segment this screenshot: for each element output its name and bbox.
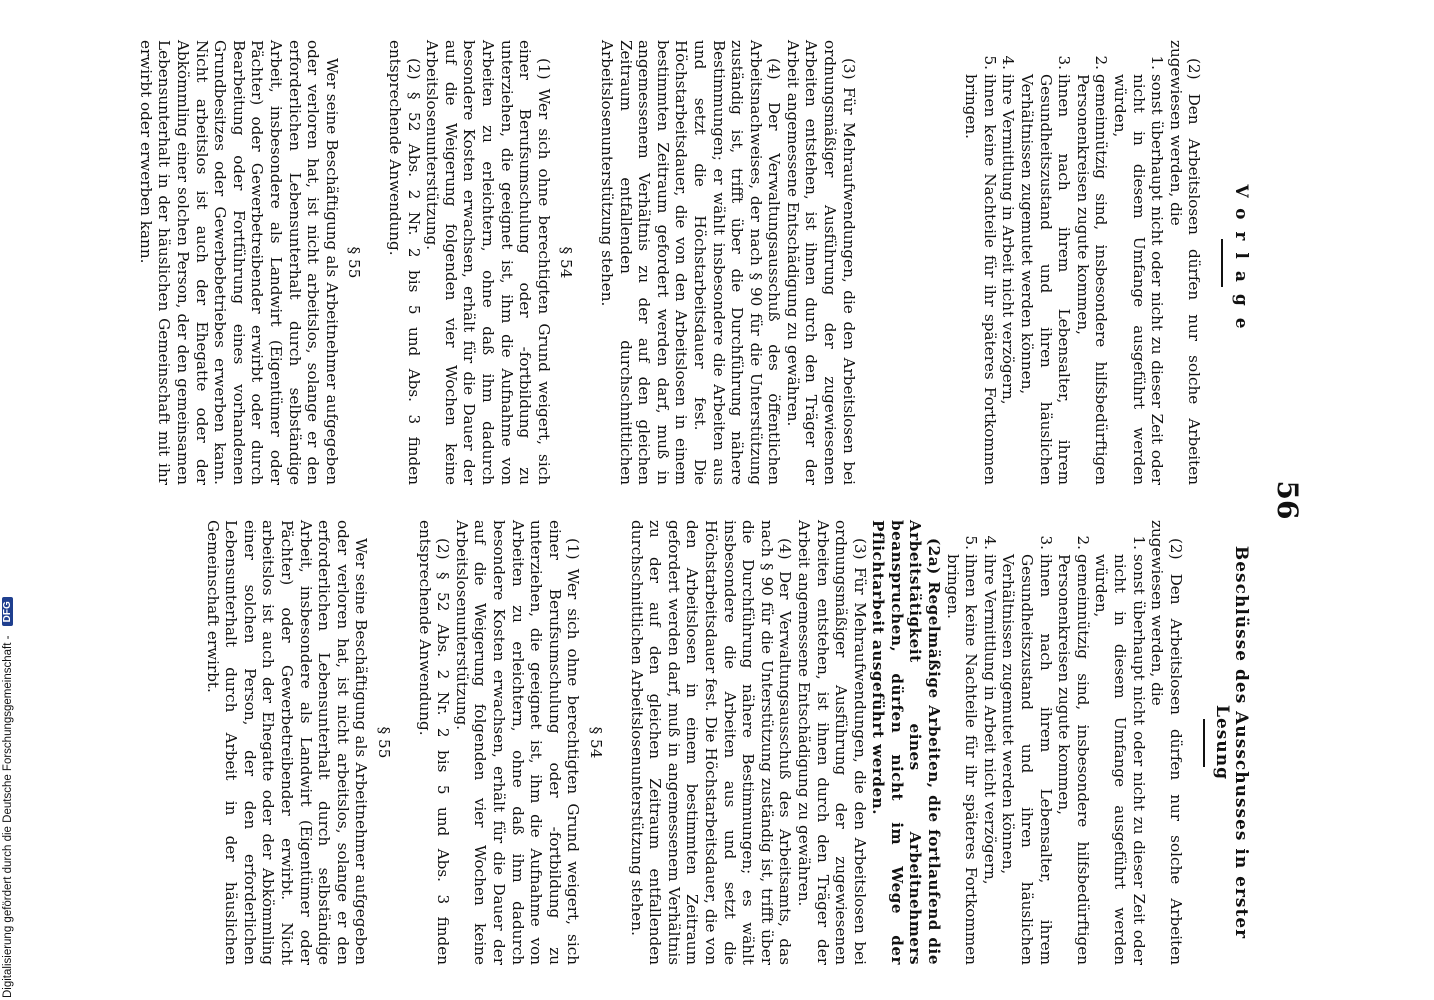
beschluesse-sec-55-para-1: Wer seine Beschäftigung als Arbeitnehmer aufgegeben oder verloren hat, ist nicht arbeitslos, solange er den erforderlichen Lebensunterhalt durch selbständige Arbeit, insbesondere als Landwirt (Eigentümer oder Pächter) oder Gewerbetreibender erwirbt. Nicht arbeitslos ist auch der Ehegatte oder der Abkömmling einer solchen Person, der den erforderlichen Lebensunterhalt durch Arbeit in der häuslichen Gemeinschaft erwirbt. — [203, 520, 371, 965]
dfg-logo: DFG — [2, 597, 13, 626]
vorlage-sec-54-para-1: (1) Wer sich ohne berechtigten Grund weigert, sich einer Berufsumschulung oder -fortbildung zu unterziehen, die geeignet ist, ihm die Aufnahme von Arbeiten zu erleichtern, ohne daß ihm dadurch besondere Kosten erwachsen, erhält für die Dauer der auf die Weigerung folgenden vier Wochen keine Arbeitslosenunterstützung. — [423, 40, 553, 485]
item-number: 4. — [980, 535, 999, 550]
vorlage-sec-55-para-1: Wer seine Beschäftigung als Arbeitnehmer aufgegeben oder verloren hat, ist nicht arbeitslos, solange er den erforderlichen Lebensunterhalt durch selbständige Arbeit, insbesondere als Landwirt (Eigentümer oder Pächter) oder Gewerbetreibender erwirbt oder durch Bearbeitung oder Fortführung eines vorhandenen Grundbesitzes oder Gewerbebetriebes erwerben kann. Nicht arbeitslos ist auch der Ehegatte oder der Abkömmling einer solchen Person, der den gemeinsamen Lebensunterhalt in der häuslichen Gemeinschaft mit ihr erwirbt oder erwerben kann. — [136, 40, 341, 485]
digitization-footer — [2, 0, 14, 998]
vorlage-sec-54-para-2: (2) § 52 Abs. 2 Nr. 2 bis 5 und Abs. 3 finden entsprechende Anwendung. — [386, 40, 423, 485]
vorlage-section-55-heading: § 55 — [345, 246, 364, 279]
list-item — [943, 535, 981, 965]
item-text: ihre Vermittlung in Arbeit nicht verzögern, — [980, 554, 999, 885]
list-item — [962, 55, 999, 485]
beschluesse-column — [203, 520, 1280, 965]
list-item — [999, 55, 1018, 485]
vorlage-section-54-heading: § 54 — [557, 246, 576, 279]
vorlage-para-4: (4) Der Verwaltungsausschuß des öffentlichen Arbeitsnachweises, der nach § 90 für die Unterstützung zuständig ist, trifft über die Durchführung nähere Bestimmungen; er wählt insbesondere die Arbeiten aus und setzt die Höchstarbeitsdauer fest. Die Höchstarbeitsdauer, die von den Arbeitslosen in einem bestimmten Zeitraum gefordert werden darf, muß in angemessenem Verhältnis zu der auf den gleichen Zeitraum entfallenden durchschnittlichen Arbeitslosenunterstützung stehen. — [597, 40, 784, 485]
item-text: ihre Vermittlung in Arbeit nicht verzögern, — [999, 74, 1018, 405]
item-number: 2. — [1073, 535, 1092, 550]
item-text: sonst überhaupt nicht oder nicht zu dieser Zeit oder nicht in diesem Umfange ausgeführt werden würden, — [1111, 74, 1167, 485]
item-number: 3. — [1036, 535, 1055, 550]
heading-rule — [1203, 719, 1205, 767]
beschluesse-para-4: (4) Der Verwaltungsausschuß des Arbeitsamts, das nach § 90 für die Unterstützung zuständig ist, trifft über die Durchführung nähere Bestimmungen; es wählt insbesondere die Arbeiten aus und setzt die Höchstarbeitsdauer fest. Die Höchstarbeitsdauer, die von den Arbeitslosen in einem bestimmten Zeitraum gefordert werden darf, muß in angemessenem Verhältnis zu der auf den gleichen Zeitraum entfallenden durchschnittlichen Arbeitslosenunterstützung stehen. — [627, 520, 795, 965]
beschluesse-para-3: (3) Für Mehraufwendungen, die den Arbeitslosen bei ordnungsmäßiger Ausführung der zugewiesenen Arbeiten entstehen, ist ihnen durch den Träger der Arbeit angemessene Entschädigung zu gewähren. — [794, 520, 869, 965]
item-number: 1. — [1129, 535, 1148, 550]
vorlage-item-list — [962, 40, 1167, 485]
list-item — [980, 535, 999, 965]
list-item — [1055, 535, 1092, 965]
item-number: 3. — [1055, 55, 1074, 70]
beschluesse-item-list — [943, 520, 1148, 965]
page-number: 56 — [1271, 480, 1304, 520]
item-number: 5. — [962, 535, 981, 550]
item-number: 2. — [1092, 55, 1111, 70]
list-item — [1110, 55, 1167, 485]
beschluesse-sec-54-para-2: (2) § 52 Abs. 2 Nr. 2 bis 5 und Abs. 3 finden entsprechende Anwendung. — [415, 520, 453, 965]
vorlage-column — [136, 40, 1280, 485]
list-item — [1092, 535, 1148, 965]
item-text: ihnen keine Nachteile für ihr späteres Fortkommen bringen. — [943, 554, 981, 965]
item-text: gemeinnützig sind, insbesondere hilfsbedürftigen Personenkreisen zugute kommen, — [1073, 74, 1111, 485]
vorlage-para-2-intro: (2) Den Arbeitslosen dürfen nur solche Arbeiten zugewiesen werden, die — [1166, 40, 1204, 485]
item-text: ihnen nach ihrem Lebensalter, ihrem Gesundheitszustand und ihren häuslichen Verhältnissen zugemutet werden können, — [1018, 74, 1074, 485]
footer-text: Digitalisierung gefördert durch die Deutsche Forschungsgemeinschaft - — [2, 635, 14, 998]
item-number: 1. — [1148, 55, 1167, 70]
beschluesse-para-2a: (2a) Regelmäßige Arbeiten, die fortlaufend die Arbeitstätigkeit eines Arbeitnehmers beanspruchen, dürfen nicht im Wege der Pflichtarbeit ausgeführt werden. — [869, 520, 944, 965]
beschluesse-sec-54-para-1: (1) Wer sich ohne berechtigten Grund weigert, sich einer Berufsumschulung oder -fortbildung zu unterziehen, die geeignet ist, ihm die Aufnahme von Arbeiten zu erleichtern, ohne daß ihm dadurch besondere Kosten erwachsen, erhält für die Dauer der auf die Weigerung folgenden vier Wochen keine Arbeitslosenunterstützung. — [452, 520, 583, 965]
item-text: ihnen keine Nachteile für ihr späteres Fortkommen bringen. — [962, 74, 999, 485]
beschluesse-heading: Beschlüsse des Ausschusses in erster Lesung — [1212, 545, 1251, 940]
vorlage-para-3: (3) Für Mehraufwendungen, die den Arbeitslosen bei ordnungsmäßiger Ausführung der zugewiesenen Arbeiten entstehen, ist ihnen durch den Träger der Arbeit angemessene Entschädigung zu gewähren. — [783, 40, 858, 485]
beschluesse-section-54-heading: § 54 — [587, 726, 605, 759]
item-text: gemeinnützig sind, insbesondere hilfsbedürftigen Personenkreisen zugute kommen, — [1055, 554, 1092, 965]
list-item — [1017, 55, 1074, 485]
vorlage-heading: Vorlage — [1231, 184, 1251, 341]
list-item — [1073, 55, 1111, 485]
heading-rule — [1221, 239, 1223, 287]
beschluesse-para-2-intro: (2) Den Arbeitslosen dürfen nur solche Arbeiten zugewiesen werden, die — [1148, 520, 1185, 965]
item-text: sonst überhaupt nicht oder nicht zu dieser Zeit oder nicht in diesem Umfange ausgeführt werden würden, — [1092, 554, 1148, 965]
item-text: ihnen nach ihrem Lebensalter, ihrem Gesundheitszustand und ihren häuslichen Verhältnissen zugemutet werden können, — [999, 554, 1055, 965]
list-item — [999, 535, 1055, 965]
item-number: 5. — [980, 55, 999, 70]
beschluesse-section-55-heading: § 55 — [375, 726, 394, 759]
item-number: 4. — [999, 55, 1018, 70]
